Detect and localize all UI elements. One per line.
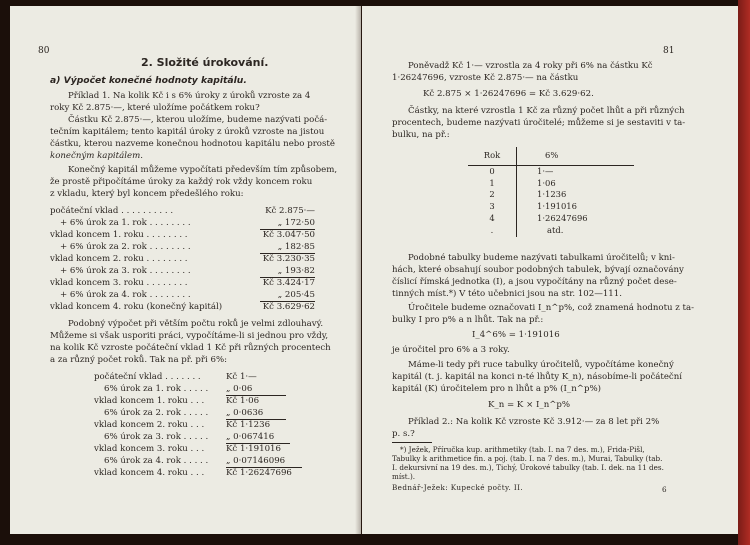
footnote-line: *) Ježek, Příručka kup. arithmetiky (tab. I. na 7 des. m.), Frida-Pišl, [400, 445, 645, 454]
signature-mark: 6 [662, 485, 667, 494]
equation: K_n = K × I_n^p% [488, 400, 571, 410]
footnote-line: míst.). [392, 472, 416, 481]
equation: Kč 2.875 × 1·26247696 = Kč 3.629·62. [423, 89, 594, 99]
page-number-right: 81 [663, 46, 675, 56]
text-line: konečným kapitálem. [50, 151, 143, 161]
section-subtitle: a) Výpočet konečné hodnoty kapitálu. [50, 75, 247, 86]
footnote-line: Tabulky k arithmetice fin. a poj. (tab. I. na 7 des. m.), Murai, Tabulky (tab. [392, 454, 663, 463]
table-row: 4 1·26247696 [468, 213, 634, 225]
text-line: že prostě připočítáme úroky za každý rok vždy koncem roku [50, 177, 313, 187]
text-line: je úročitel pro 6% a 3 roky. [392, 345, 510, 355]
text-line: p. s.? [392, 429, 415, 439]
text-line: Máme-li tedy při ruce tabulky úročitelů, vypočítáme konečný [408, 360, 674, 370]
page-footer: Bednář-Ježek: Kupecké počty. II. [392, 483, 524, 492]
text-line: Konečný kapitál můžeme vypočítati především tím způsobem, [68, 165, 338, 175]
text-line: tinných míst.*) V této učebnici jsou na str. 102—111. [392, 289, 622, 299]
text-line: Poněvadž Kč 1·— vzrostla za 4 roky při 6% na částku Kč [408, 61, 653, 71]
text-line: Částku Kč 2.875·—, kterou uložíme, budeme nazývati počá- [68, 115, 328, 125]
text-line: Příklad 1. Na kolik Kč i s 6% úroky z úroků vzroste za 4 [68, 91, 311, 101]
equation: I_4^6% = 1·191016 [472, 330, 560, 340]
interest-factor-table [468, 147, 634, 237]
column-header-rate: 6% [517, 147, 635, 165]
table-row: 3 1·191016 [468, 201, 634, 213]
text-line: roky Kč 2.875·—, které uložíme počátkem roku? [50, 103, 260, 113]
left-page: 80 2. Složité úrokování. a) Výpočet konečné hodnoty kapitálu. Příklad 1. Na kolik Kč i s 6% úroky z úroků vzroste za 4 roky Kč 2.875·—, které uložíme počátkem roku? Částku Kč 2.875·—, kterou uložíme, budeme nazývati počá- tečním kapitálem; tento kapitál úroky z úroků vzroste na jistou částku, kterou nazveme konečnou hodnotou kapitálu nebo prostě konečným kapitálem. Konečný kapitál můžeme vypočítati především tím způsobem, že prostě připočítáme úroky za každý rok vždy koncem roku z vkladu, který byl koncem předešlého roku: počáteční vklad . . . . . . . . . . Kč 2.875·— + 6% úrok za 1. rok . . . . . . . . „ 172·50 vklad koncem 1. roku . . . . . . . . Kč 3.047·50 + 6% úrok za 2. rok . . . . . . . . „ 182·85 vklad koncem 2. roku . . . . . . . . Kč 3.230·35 + 6% úrok za 3. rok . . . . . . . . „ 193·82 vklad koncem 3. roku . . . . . . . . Kč 3.424·17 + 6% úrok za 4. rok . . . . . . . . „ 205·45 vklad koncem 4. roku (konečný kapitál) Kč 3.629·62 Podobný výpočet při větším počtu roků je velmi zdlouhavý. Můžeme si však usporiti práci, vypočítáme-li si jednou pro vždy, na kolik Kč vzroste počáteční vklad 1 Kč při různých procentech a za různý počet roků. Tak na př. při 6%: počáteční vklad . . . . . . . Kč 1·— 6% úrok za 1. rok . . . . . „ 0·06 vklad koncem 1. roku . . . Kč 1·06 6% úrok za 2. rok . . . . . „ 0·0636 vklad koncem 2. roku . . . Kč 1·1236 6% úrok za 3. rok . . . . . „ 0·067416 vklad koncem 3. roku . . . Kč 1·191016 6% úrok za 4. rok . . . . . „ 0·07146096 vklad koncem 4. roku . . . Kč 1·26247696 [10, 6, 361, 534]
text-line: procentech, budeme nazývati úročitelé; můžeme si je sestaviti v ta- [392, 118, 686, 128]
table-row: 1 1·06 [468, 178, 634, 190]
text-line: Částky, na které vzrostla 1 Kč za různý počet lhůt a při různých [408, 106, 685, 116]
text-line: 1·26247696, vzroste Kč 2.875·— na částku [392, 73, 579, 83]
footnote-rule [392, 442, 432, 443]
text-line: na kolik Kč vzroste počáteční vklad 1 Kč při různých procentech [50, 343, 331, 353]
text-line: bulku, na př.: [392, 130, 450, 140]
table-row: 2 1·1236 [468, 189, 634, 201]
footnote-line: I. dekursivní na 19 des. m.), Tichý, Úrokové tabulky (tab. I. dek. na 11 des. [392, 463, 664, 472]
text-line: částku, kterou nazveme konečnou hodnotou kapitálu nebo prostě [50, 139, 335, 149]
right-page [362, 6, 738, 534]
text-line: a za různý počet roků. Tak na př. při 6%: [50, 355, 228, 365]
section-title: 2. Složité úrokování. [141, 56, 269, 69]
book-cover-edge [738, 0, 750, 545]
text-line: Příklad 2.: Na kolik Kč vzroste Kč 3.912·— za 8 let při 2% [408, 417, 660, 427]
page-number-left: 80 [38, 46, 50, 56]
text-line: číslicí římská jednotka (I), a jsou vypočítány na různý počet dese- [392, 277, 677, 287]
text-line: hách, které obsahují soubor podobných tabulek, bývají označovány [392, 265, 684, 275]
text-line: Můžeme si však usporiti práci, vypočítáme-li si jednou pro vždy, [50, 331, 329, 341]
text-line: tečním kapitálem; tento kapitál úroky z úroků vzroste na jistou [50, 127, 325, 137]
table-row: . atd. [468, 225, 634, 237]
table-row: 0 1·— [468, 165, 634, 177]
text-line: kapitál (t. j. kapitál na konci n-té lhůty K_n), násobíme-li počáteční [392, 372, 683, 382]
text-line: kapitál (K) úročitelem pro n lhůt a p% (I_n^p%) [392, 384, 601, 394]
table-header-row [468, 147, 634, 165]
text-line: Úročitele budeme označovati I_n^p%, což znamená hodnotu z ta- [408, 303, 695, 313]
text-line: bulky I pro p% a n lhůt. Tak na př.: [392, 315, 544, 325]
column-header-year: Rok [468, 147, 517, 165]
text-line: Podobné tabulky budeme nazývati tabulkami úročitelů; v kni- [408, 253, 675, 263]
text-line: Podobný výpočet při větším počtu roků je velmi zdlouhavý. [68, 319, 324, 329]
text-line: z vkladu, který byl koncem předešlého roku: [50, 189, 244, 199]
